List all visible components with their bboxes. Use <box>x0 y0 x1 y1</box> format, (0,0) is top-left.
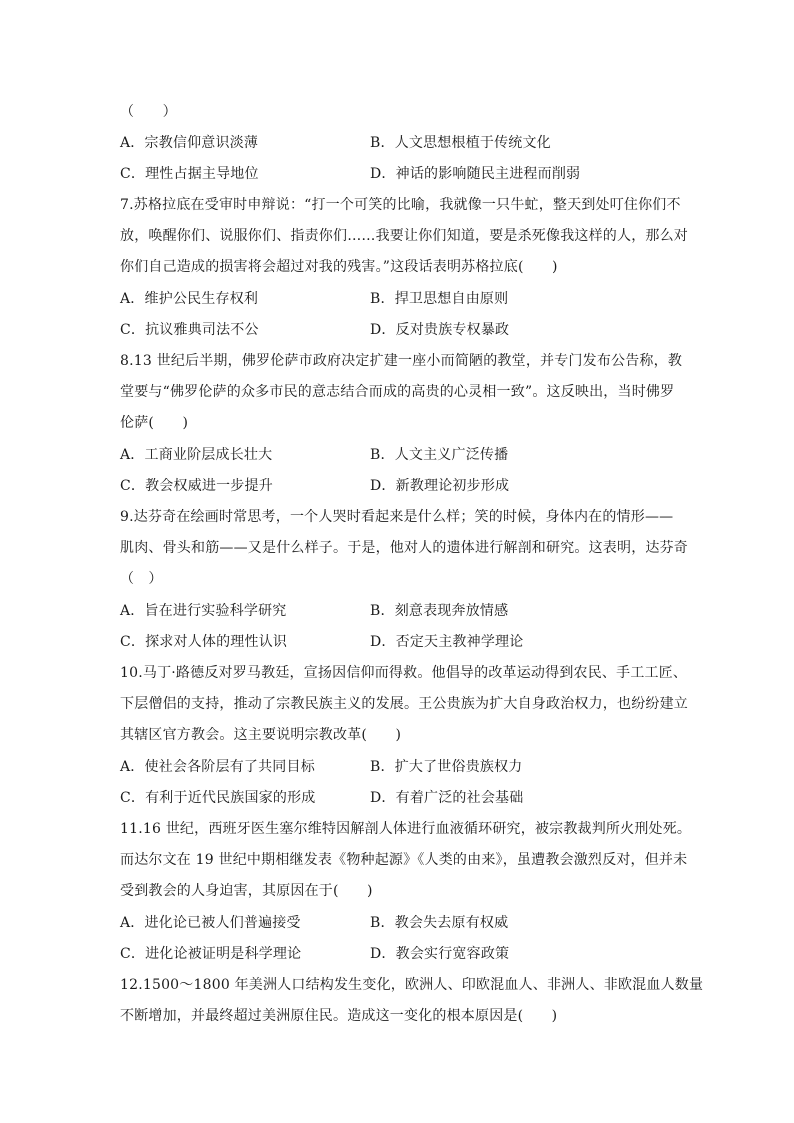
q11-option-a: A．进化论已被人们普遍接受 <box>120 915 301 931</box>
q9-option-b: B．刻意表现奔放情感 <box>370 603 509 619</box>
q9-stem-line3: （ ） <box>120 571 163 587</box>
q8-option-a: A．工商业阶层成长壮大 <box>120 447 273 463</box>
q10-option-d: D．有着广泛的社会基础 <box>370 790 524 806</box>
q11-stem-line2: 而达尔文在 19 世纪中期相继发表《物种起源》《人类的由来》，虽遭教会激烈反对，但并未 <box>120 852 688 868</box>
q7-option-c: C．抗议雅典司法不公 <box>120 322 259 338</box>
q8-stem-line3: 伦萨( ) <box>120 415 189 431</box>
q7-option-d: D．反对贵族专权暴政 <box>370 322 510 338</box>
q6-option-c: C．理性占据主导地位 <box>120 166 259 182</box>
q11-option-d: D．教会实行宽容政策 <box>370 946 510 962</box>
q11-option-b: B．教会失去原有权威 <box>370 915 509 931</box>
q8-stem-line2: 堂要与“佛罗伦萨的众多市民的意志结合而成的高贵的心灵相一致”。这反映出，当时佛罗 <box>120 384 675 400</box>
q8-option-d: D．新教理论初步形成 <box>370 478 510 494</box>
q9-stem-line2: 肌肉、骨头和筋——又是什么样子。于是，他对人的遗体进行解剖和研究。这表明，达芬奇 <box>120 540 688 556</box>
q11-stem-line3: 受到教会的人身迫害，其原因在于( ) <box>120 883 373 899</box>
q10-stem-line2: 下层僧侣的支持，推动了宗教民族主义的发展。王公贵族为扩大自身政治权力，也纷纷建立 <box>120 696 688 712</box>
q7-option-a: A．维护公民生存权利 <box>120 291 259 307</box>
q7-stem-line1: 7.苏格拉底在受审时申辩说：“打一个可笑的比喻，我就像一只牛虻，整天到处叮住你们不 <box>120 197 681 213</box>
q8-option-c: C．教会权威进一步提升 <box>120 478 273 494</box>
q10-option-a: A．使社会各阶层有了共同目标 <box>120 759 315 775</box>
q10-stem-line1: 10.马丁·路德反对罗马教廷，宣扬因信仰而得救。他倡导的改革运动得到农民、手工工匠、 <box>120 665 688 681</box>
q7-option-b: B．捍卫思想自由原则 <box>370 291 509 307</box>
q9-option-a: A．旨在进行实验科学研究 <box>120 603 287 619</box>
q9-option-c: C．探求对人体的理性认识 <box>120 634 288 650</box>
q10-option-b: B．扩大了世俗贵族权力 <box>370 759 523 775</box>
q6-option-a: A．宗教信仰意识淡薄 <box>120 135 259 151</box>
q9-option-d: D．否定天主教神学理论 <box>370 634 524 650</box>
q10-option-c: C．有利于近代民族国家的形成 <box>120 790 316 806</box>
q9-stem-line1: 9.达芬奇在绘画时常思考，一个人哭时看起来是什么样；笑的时候，身体内在的情形—— <box>120 509 674 525</box>
q7-stem-line2: 放，唤醒你们、说服你们、指责你们……我要让你们知道，要是杀死像我这样的人，那么对 <box>120 228 688 244</box>
q7-stem-line3: 你们自己造成的损害将会超过对我的残害。”这段话表明苏格拉底( ) <box>120 259 558 275</box>
q12-stem-line2: 不断增加，并最终超过美洲原住民。造成这一变化的根本原因是( ) <box>120 1008 558 1024</box>
q11-option-c: C．进化论被证明是科学理论 <box>120 946 302 962</box>
q8-stem-line1: 8.13 世纪后半期，佛罗伦萨市政府决定扩建一座小而简陋的教堂，并专门发布公告称，教 <box>120 353 683 369</box>
q8-option-b: B．人文主义广泛传播 <box>370 447 509 463</box>
q6-option-d: D．神话的影响随民主进程而削弱 <box>370 166 581 182</box>
q11-stem-line1: 11.16 世纪，西班牙医生塞尔维特因解剖人体进行血液循环研究，被宗教裁判所火刑处死。 <box>120 821 692 837</box>
q6-option-b: B．人文思想根植于传统文化 <box>370 135 551 151</box>
answer-bracket-q6: （ ） <box>120 104 177 120</box>
q12-stem-line1: 12.1500～1800 年美洲人口结构发生变化，欧洲人、印欧混血人、非洲人、非欧混血人数量 <box>120 977 704 993</box>
q10-stem-line3: 其辖区官方教会。这主要说明宗教改革( ) <box>120 727 402 743</box>
